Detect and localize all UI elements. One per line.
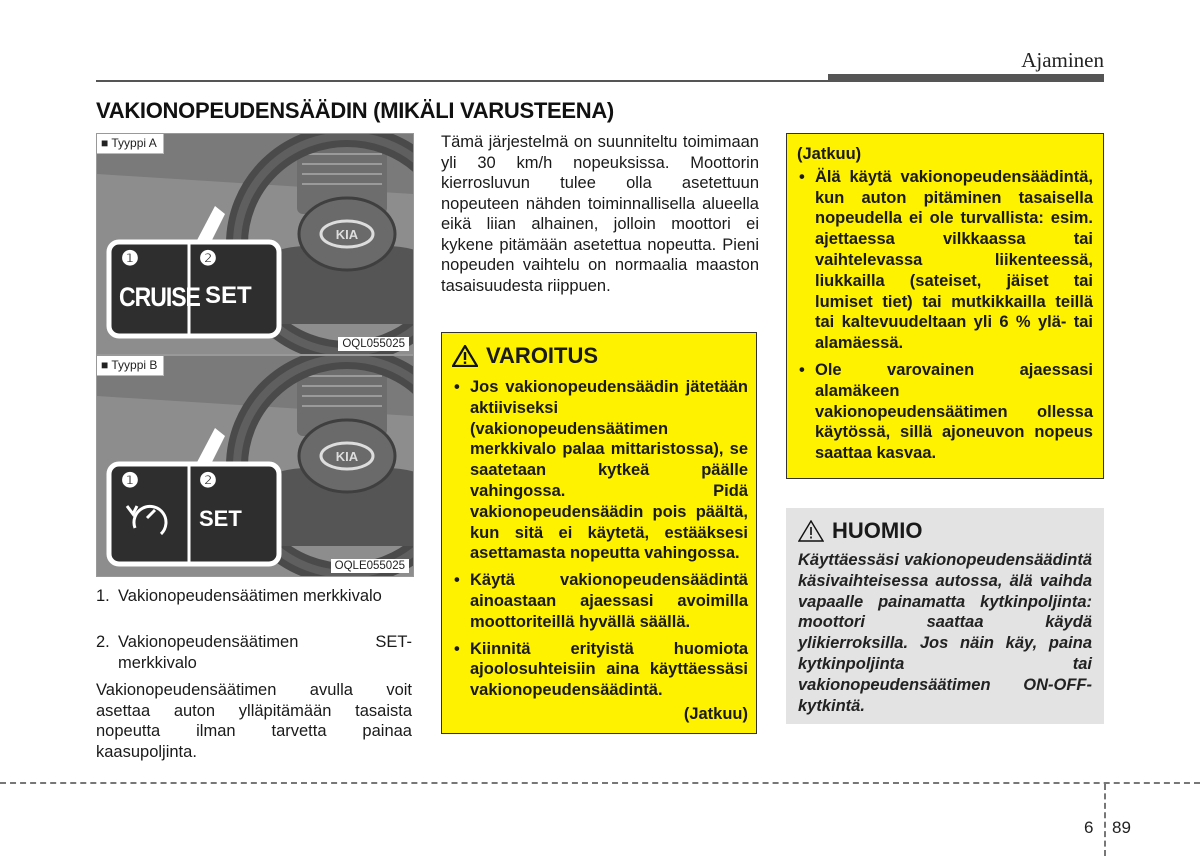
legend-text: Vakionopeudensäätimen SET-merkkivalo [118, 633, 412, 672]
warning-box [441, 332, 757, 734]
figure-tag: ■ Tyyppi B [97, 356, 164, 376]
continued-heading: (Jatkuu) [797, 145, 862, 163]
warning-item: • Käytä vakionopeudensäädintä ainoastaan ajaessasi avoimilla moottoriteillä hyvällä säällä. [452, 570, 748, 632]
svg-text:KIA: KIA [335, 449, 359, 464]
warning-item: • Älä käytä vakionopeudensäädintä, kun auton pitäminen tasaisella nopeudella ei ole turvallista: esim. ajettaessa vilkkaassa tai vaihtelevassa liikenteessä, liukkailla (sateiset, jäiset tai lumiset tiet) tai mutkikkailla teillä tai kaltevuudeltaan yli 6 % ylä- tai alamäessä. [797, 167, 1093, 354]
figure-code: OQL055025 [338, 337, 409, 351]
legend-item [96, 632, 412, 673]
legend-number: 1. [96, 587, 110, 605]
header-rule-accent [828, 74, 1104, 82]
set-indicator-label: SET [199, 506, 242, 531]
legend-number: 2. [96, 633, 110, 651]
warning-continued-list [797, 167, 1093, 464]
continued-note: (Jatkuu) [683, 704, 748, 723]
caution-triangle-icon [798, 520, 824, 542]
chapter-number: 6 [1084, 818, 1094, 837]
warning-item: • Ole varovainen ajaessasi alamäkeen vakionopeudensäätimen ollessa käytössä, sillä ajoneuvon nopeus saattaa kasvaa. [797, 360, 1093, 464]
set-indicator-label: SET [205, 282, 252, 309]
cruise-indicator-label: CRUISE [119, 281, 200, 312]
page-number-divider [1104, 784, 1106, 856]
legend-item [96, 586, 412, 607]
callout-number-2: ❷ [199, 470, 217, 492]
warning-list [452, 377, 748, 701]
steering-wheel-illustration-a [97, 134, 413, 354]
caution-title [798, 518, 1092, 544]
figure-type-b [96, 355, 414, 577]
caution-title-text: HUOMIO [832, 518, 923, 543]
footer-divider [0, 782, 1200, 784]
page-heading: VAKIONOPEUDENSÄÄDIN (MIKÄLI VARUSTEENA) [96, 98, 614, 123]
warning-item: • Jos vakionopeudensäädin jätetään aktiiviseksi (vakionopeudensäätimen merkkivalo palaa mittaristossa), se saatetaan kytkeä päälle vahingossa. Pidä vakionopeudensäädin pois päältä, kun sitä ei käytetä, estääksesi asettamasta nopeutta vahingossa. [452, 377, 748, 564]
intro-paragraph: Vakionopeudensäätimen avulla voit asettaa auton ylläpitämään tasaista nopeutta ilman tarvetta painaa kaasupoljinta. [96, 681, 412, 761]
speed-range-paragraph: Tämä järjestelmä on suunniteltu toimimaan yli 30 km/h nopeuksissa. Moottorin kierrosluvun tulee olla asetettuun nopeuteen nähden toiminnallisella alueella eikä liian alhainen, jolloin moottori ei kykene pitämään asetettua nopeutta. Pieni nopeuden vaihtelu on normaalia maaston tasaisuudesta riippuen. [441, 133, 759, 295]
page-number: 89 [1112, 818, 1131, 837]
warning-title [452, 343, 748, 369]
figure-code: OQLE055025 [331, 559, 409, 573]
warning-item: • Kiinnitä erityistä huomiota ajoolosuhteisiin aina käyttäessäsi vakionopeudensäädintä. [452, 639, 748, 701]
callout-number-2: ❷ [199, 248, 217, 270]
warning-title-text: VAROITUS [486, 343, 599, 368]
warning-triangle-icon [452, 345, 478, 367]
warning-continued-box [786, 133, 1104, 479]
legend-text: Vakionopeudensäätimen merkkivalo [118, 587, 382, 605]
callout-number-1: ❶ [121, 248, 139, 270]
caution-text: Käyttäessäsi vakionopeudensäädintä käsivaihteisessa autossa, älä vaihda vapaalle painamatta kytkinpoljinta: moottori saattaa käydä ylikierroksilla. Jos näin käy, paina kytkinpoljinta tai vakionopeudensäätimen ON-OFF-kytkintä. [798, 551, 1092, 715]
steering-wheel-illustration-b [97, 356, 413, 576]
svg-text:KIA: KIA [335, 227, 359, 242]
caution-box [786, 508, 1104, 724]
figure-tag: ■ Tyyppi A [97, 134, 164, 154]
figure-type-a [96, 133, 414, 355]
callout-number-1: ❶ [121, 470, 139, 492]
section-title: Ajaminen [1021, 48, 1104, 72]
